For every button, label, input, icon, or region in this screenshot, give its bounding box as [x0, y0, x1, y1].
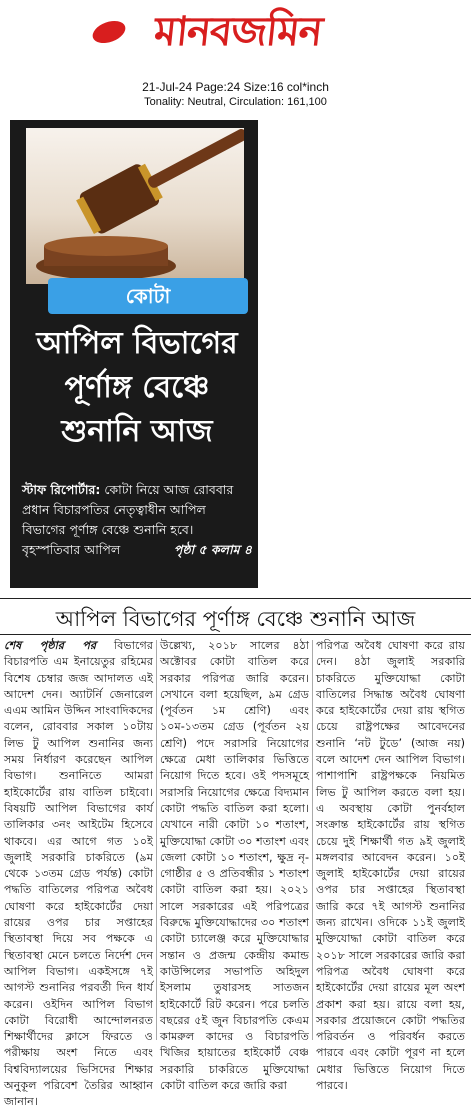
- clip-meta: 21-Jul-24 Page:24 Size:16 col*inch: [142, 80, 329, 94]
- logo-text: মানবজমিন: [151, 8, 325, 55]
- divider: [0, 598, 471, 599]
- feature-teaser: [22, 480, 252, 560]
- topic-tag: [48, 278, 248, 314]
- article-column-2: উল্লেখ্য, ২০১৮ সালের ৪ঠা অক্টোবর কোটা বাতিল করে সরকার পরিপত্র জারি করেন। সেখানে বলা হয়েছিল, ৯ম গ্রেড (পূর্বতন ১ম শ্রেণি) এবং ১০ম-১৩তম গ্রেড (পূর্বতন ২য় শ্রেণি) পদে সরাসরি নিয়োগের ক্ষেত্রে মেধা তালিকার ভিত্তিতে নিয়োগ দিতে হবে। ওই পদসমূহে সরাসরি নিয়োগের ক্ষেত্রে বিদ্যমান কোটা পদ্ধতি বাতিল করা হলো। যেখানে নারী কোটা ১০ শতাংশ, মুক্তিযোদ্ধা কোটা ৩০ শতাংশ এবং জেলা কোটা ১০ শতাংশ, ক্ষুদ্র নৃ-গোষ্ঠীর ৫ ও প্রতিবন্ধীর ১ শতাংশ কোটা বাতিল করা হয়। ২০২১ সালে সরকারের এই পরিপত্রের বিরুদ্ধে মুক্তিযোদ্ধাদের ৩০ শতাংশ কোটা চ্যালেঞ্জ করে মুক্তিযোদ্ধার সন্তান ও প্রজন্ম কেন্দ্রীয় কমান্ড কাউন্সিলের সভাপতি অহিদুল ইসলাম তুষারসহ সাতজন হাইকোর্টে রিট করেন। পরে চলতি বছরের ৫ই জুন বিচারপতি কেএম কামরুল কাদের ও বিচারপতি খিজির হায়াতের হাইকোর্ট বেঞ্চ সরকারি চাকরিতে মুক্তিযোদ্ধা কোটা বাতিল করে জারি করা: [160, 639, 309, 1093]
- column-1-text: বিভাগের বিচারপতি এম ইনায়েতুর রহিমের বিশেষ চেম্বার জজ আদালত এই আদেশ দেন। অ্যাটর্নি জেনারেল এএম আমিন উদ্দিন সাংবাদিকদের বলেন, রোববার সকাল ১০টায় লিভ টু আপিল শুনানির জন্য সময় নির্ধারণ করেছেন আপিল বিভাগ। শুনানিতে আমরা হাইকোর্টের রায় বাতিল চাইবো। বিষয়টি আপিল বিভাগের কার্য তালিকার ৩নং আইটেম হিসেবে থাকবে। এর আগে গত ১০ই জুলাই সরকারি চাকরিতে (৯ম থেকে ১৩তম গ্রেড পর্যন্ত) কোটা পদ্ধতি বাতিলের পরিপত্র অবৈধ ঘোষণা করে হাইকোর্টের দেয়া রায়ের ওপর চার সপ্তাহের স্থিতাবস্থা দিয়ে সব পক্ষকে এ স্থিতাবস্থা মেনে চলতে নির্দেশ দেন আপিল বিভাগ। একইসঙ্গে ৭ই আগস্ট শুনানির পরবর্তী দিন ধার্য করেন। ওইদিন আপিল বিভাগ কোটা বিরোধী আন্দোলনরত শিক্ষার্থীদের ক্লাসে ফিরতে ও পরীক্ষায় অংশ নিতে এবং বিশ্ববিদ্যালয়ের ভিসিদের শিক্ষার অনুকূল পরিবেশ তৈরির আহ্বান জানান।: [4, 639, 153, 1109]
- teaser-page-ref: পৃষ্ঠা ৫ কলাম ৪: [173, 542, 252, 557]
- continuation-label: শেষ পৃষ্ঠার পর: [4, 639, 97, 652]
- article-column-1: [4, 638, 153, 1109]
- teaser-byline: স্টাফ রিপোর্টার:: [22, 482, 101, 497]
- feature-box: [10, 120, 258, 588]
- divider: [0, 634, 471, 635]
- feature-headline: আপিল বিভাগের পূর্ণাঙ্গ বেঞ্চে শুনানি আজ: [36, 326, 238, 449]
- article-title: আপিল বিভাগের পূর্ণাঙ্গ বেঞ্চে শুনানি আজ: [55, 607, 416, 631]
- article-column-3: পরিপত্র অবৈধ ঘোষণা করে রায় দেন। ৪ঠা জুলাই সরকারি চাকরিতে মুক্তিযোদ্ধা কোটা বাতিলের সিদ্ধান্ত অবৈধ ঘোষণা করে হাইকোর্টের দেয়া রায় স্থগিত চেয়ে রাষ্ট্রপক্ষের আবেদনের শুনানি ‘নট টুডে’ (আজ নয়) বলে আদেশ দেন আপিল বিভাগ। পাশাপাশি রাষ্ট্রপক্ষকে নিয়মিত লিভ টু আপিল করতে বলা হয়। এ অবস্থায় কোটা পুনর্বহাল সংক্রান্ত হাইকোর্টের রায় স্থগিত চেয়ে দুই শিক্ষার্থী গত ৯ই জুলাই মঙ্গলবার আবেদন করেন। ১০ই জুলাই হাইকোর্টের দেয়া রায়ের ওপর চার সপ্তাহের স্থিতাবস্থা জারি করে ৭ই আগস্ট শুনানির জন্য রাখেন। ওদিকে ১১ই জুলাই মুক্তিযোদ্ধা কোটা বাতিল করে ২০১৮ সালে সরকারের জারি করা পরিপত্র অবৈধ ঘোষণা করে হাইকোর্টের দেয়া রায়ের মূল অংশ প্রকাশ করা হয়। রায়ে বলা হয়, সরকার প্রয়োজনে কোটা পদ্ধতির পরিবর্তন ও পরিবর্ধন করতে পারবে এবং কোটা পূরণ না হলে মেধার ভিত্তিতে নিয়োগ দিতে পারবে।: [316, 639, 465, 1093]
- teaser-text: কোটা নিয়ে আজ রোববার প্রধান বিচারপতির নেতৃত্বাধীন আপিল বিভাগের পূর্ণাঙ্গ বেঞ্চে শুনানি হবে। বৃহস্পতিবার আপিল: [22, 482, 234, 557]
- gavel-image: [26, 128, 244, 284]
- newspaper-logo: [98, 4, 378, 62]
- gavel-icon: [26, 128, 244, 284]
- masthead: [0, 0, 471, 108]
- column-divider: [312, 640, 313, 1040]
- topic-tag-label: কোটা: [125, 284, 171, 308]
- clip-tonality: Tonality: Neutral, Circulation: 161,100: [144, 96, 327, 108]
- column-divider: [156, 640, 157, 1040]
